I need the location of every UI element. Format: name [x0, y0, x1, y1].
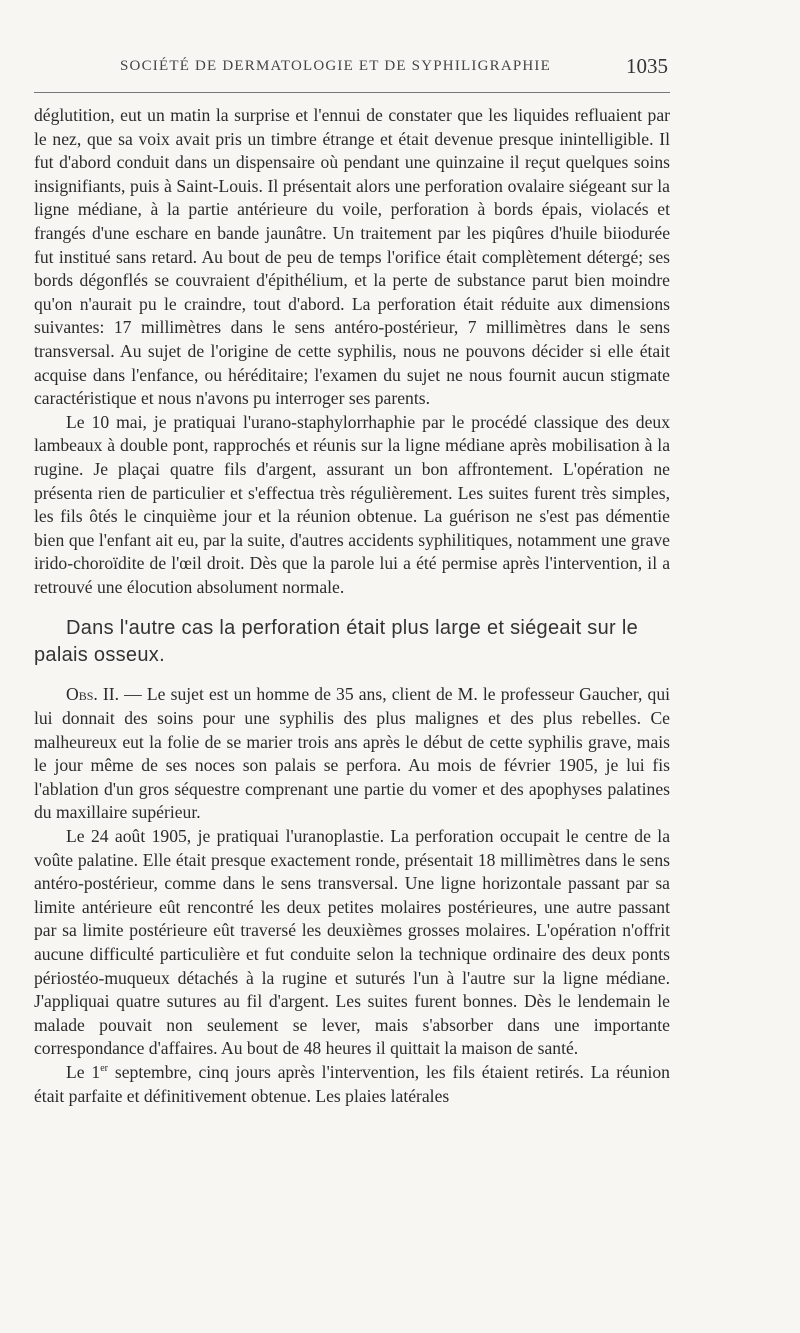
observation-text: — Le sujet est un homme de 35 ans, client de M. le professeur Gaucher, qui lui donnait des soins pour une syphilis des plus malignes et des plus rebelles. Ce malheureux eut la folie de se marier trois ans après le début de cette syphilis grave, mais le jour même de ses noces son palais se perfora. Au mois de février 1905, je lui fis l'ablation d'un gros séquestre comprenant une partie du vomer et des apophyses palatines du maxillaire supérieur.: [34, 684, 671, 823]
section-heading: Dans l'autre cas la perforation était plus large et siégeait sur le palais osseux.: [34, 617, 638, 667]
ordinal-superscript: er: [100, 1063, 109, 1075]
body-text: [34, 104, 670, 1108]
paragraph-operation: Le 10 mai, je pratiquai l'urano-staphylorrhaphie par le procédé classique des deux lambeaux à double pont, rapprochés et réunis sur la ligne médiane après mobilisation à la rugine. Je plaçai quatre fils d'argent, assurant un bon affrontement. L'opération ne présenta rien de particulier et s'effectua très régulièrement. Les suites furent très simples, les fils ôtés le cinquième jour et la réunion obtenue. La guérison ne s'est pas démentie bien que l'enfant ait eu, par la suite, d'autres accidents syphilitiques, notamment une grave irido-choroïdite de l'œil droit. Dès que la parole lui a été permise après l'intervention, il a retrouvé une élocution absolument normale.: [34, 411, 670, 597]
paragraph-obs-ii: [34, 683, 670, 825]
running-title: SOCIÉTÉ DE DERMATOLOGIE ET DE SYPHILIGRAPHIE: [120, 58, 551, 74]
paragraph-continuation: déglutition, eut un matin la surprise et l'ennui de constater que les liquides refluaient par le nez, que sa voix avait pris un timbre étrange et était devenue presque inintelligible. Il fut d'abord conduit dans un dispensaire où pendant une quinzaine il reçut quelques soins insignifiants, puis à Saint-Louis. Il présentait alors une perforation ovalaire siégeant sur la ligne médiane, à la partie antérieure du voile, perforation à bords épais, violacés et frangés d'une eschare en bande jaunâtre. Un traitement par les piqûres d'huile biiodurée fut institué sans retard. Au bout de peu de temps l'orifice était complètement détergé; ses bords dégonflés se couvraient d'épithélium, et la perte de substance parut bien moindre qu'on n'aurait pu le craindre, tout d'abord. La perforation était réduite aux dimensions suivantes: 17 millimètres dans le sens antéro-postérieur, 7 millimètres dans le sens transversal. Au sujet de l'origine de cette syphilis, nous ne pouvons décider si elle était acquise dans l'enfance, ou héréditaire; l'examen du sujet ne nous fournit aucun stigmate caractéristique et nous n'avons pu interroger ses parents.: [34, 105, 670, 409]
header-rule: [34, 92, 670, 93]
paragraph-september: [34, 1061, 670, 1108]
september-text: septembre, cinq jours après l'intervention, les fils étaient retirés. La réunion était parfaite et définitivement obtenue. Les plaies latérales: [34, 1061, 670, 1106]
observation-label: Obs. II.: [66, 684, 120, 705]
date-text: Le 1: [66, 1061, 101, 1082]
page-number: 1035: [626, 54, 668, 78]
paragraph-uranoplasty: Le 24 août 1905, je pratiquai l'uranoplastie. La perforation occupait le centre de la voûte palatine. Elle était presque exactement ronde, présentait 18 millimètres dans le sens antéro-postérieur, comme dans le sens transversal. Une ligne horizontale passant par sa limite antérieure eût rencontré les deux petites molaires postérieures, une autre passant par sa limite postérieure eût traversé les deuxièmes grosses molaires. L'opération n'offrit aucune difficulté particulière et fut conduite selon la technique ordinaire des deux ponts périostéo-muqueux détachés à la rugine et suturés l'un à l'autre sur la ligne médiane. J'appliquai quatre sutures au fil d'argent. Les suites furent bonnes. Dès le lendemain le malade pouvait non seulement se lever, mais s'absorber dans une importante correspondance d'affaires. Au bout de 48 heures il quittait la maison de santé.: [34, 826, 670, 1059]
